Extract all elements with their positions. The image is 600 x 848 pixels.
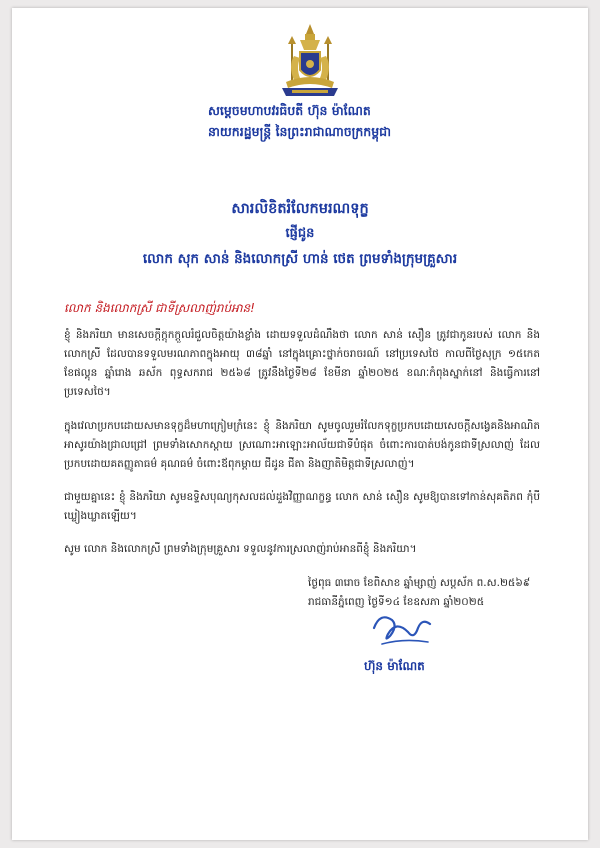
letter-title: សារលិខិតរំលែកមរណទុក្ខ bbox=[231, 201, 369, 217]
letter-page bbox=[12, 8, 588, 840]
lunar-date: ថ្ងៃពុធ ៣រោច ខែពិសាខ ឆ្នាំម្សាញ់ សប្តស័ក ព.ស.២៥៦៩ bbox=[308, 577, 531, 589]
addressed-to-label: ផ្ញើជូន bbox=[285, 226, 315, 241]
solar-date: រាជធានីភ្នំពេញ ថ្ងៃទី១៤ ខែឧសភា ឆ្នាំ២០២៥ bbox=[308, 596, 485, 608]
sender-position: នាយករដ្ឋមន្ត្រី នៃព្រះរាជាណាចក្រកម្ពុជា bbox=[208, 124, 392, 139]
body-paragraph: សូម លោក និងលោកស្រី ព្រមទាំងក្រុមគ្រួសារ ទទួលនូវការស្រលាញ់រាប់អានពីខ្ញុំ និងភរិយា។ bbox=[64, 543, 417, 555]
sender-block bbox=[208, 100, 548, 142]
body-paragraph: ខ្ញុំ និងភរិយា មានសេចក្តីក្តុកក្តួលរំជួលចិត្តយ៉ាងខ្លាំង ដោយទទួលដំណឹងថា លោក សាន់ សឿន ត្រូវជាកូនរបស់ លោក និងលោកស្រី ដែលបានទទួលមរណភាពក្នុងអាយុ ៣៨ឆ្នាំ នៅក្នុងគ្រោះថ្នាក់ចរាចរណ៍ នៅប្រទេសថៃ កាលពីថ្ងៃសុក្រ ១៥កេត ខែផល្គុន ឆ្នាំរោង ឆស័ក ពុទ្ធសករាជ ២៥៦៨ ត្រូវនឹងថ្ងៃទី២៨ ខែមីនា ឆ្នាំ២០២៥ ខណៈកំពុងស្នាក់នៅ និងធ្វើការនៅប្រទេសថៃ។ bbox=[64, 329, 540, 398]
signer-name: ហ៊ុន ម៉ាណែត bbox=[364, 659, 425, 673]
handwritten-signature-icon bbox=[368, 606, 440, 650]
salutation: លោក និងលោកស្រី ជាទីស្រលាញ់រាប់អាន! bbox=[64, 301, 255, 315]
body-paragraph: ក្នុងវេលាប្រកបដោយសមានទុក្ខដ៏មហាក្រៀមក្រំនេះ ខ្ញុំ និងភរិយា សូមចូលរួមរំលែកទុក្ខប្រកបដោយសេចក្តីសង្វេគនិងអាណិតអាសូរយ៉ាងជ្រាលជ្រៅ ព្រមទាំងសោកស្តាយ ស្រណោះអាឡោះអាល័យជាទីបំផុត ចំពោះការបាត់បង់កូនជាទីស្រលាញ់ ដែលប្រកបដោយគតញ្ញូតាធម៌ គុណធម៌ ចំពោះឪពុកម្តាយ ជីដូន ជីតា និងញាតិមិត្តជាទីស្រលាញ់។ bbox=[64, 420, 540, 470]
body-paragraph: ជាមួយគ្នានេះ ខ្ញុំ និងភរិយា សូមឧទ្ទិសបុណ្យកុសលដល់ដួងវិញ្ញាណក្ខន្ធ លោក សាន់ សឿន សូមឱ្យបានទៅកាន់សុគតិភព កុំបីឃ្លៀងឃ្លាតឡើយ។ bbox=[64, 491, 540, 522]
recipient-line: លោក សុក សាន់ និងលោកស្រី ហាន់ ថេត ព្រមទាំងក្រុមគ្រួសារ bbox=[142, 251, 458, 267]
sender-title: សម្តេចមហាបវរធិបតី ហ៊ុន ម៉ាណែត bbox=[208, 103, 371, 118]
royal-coat-of-arms-icon bbox=[274, 22, 346, 98]
